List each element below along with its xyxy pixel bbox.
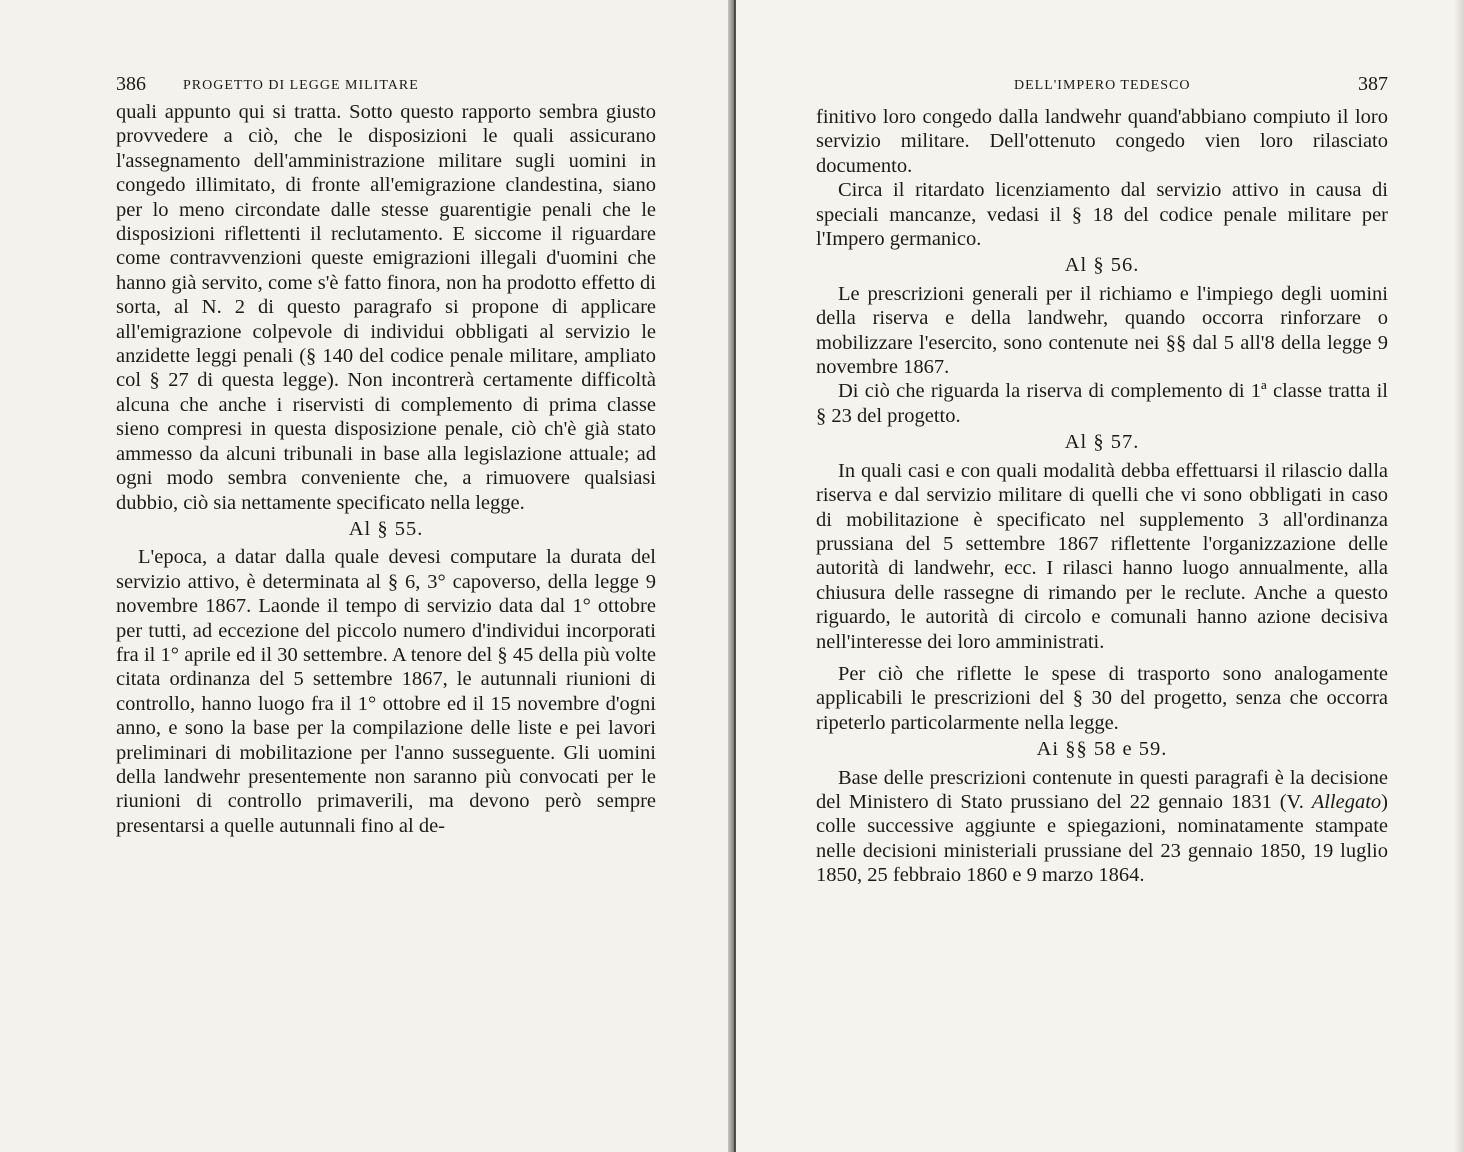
section-heading-55: Al § 55. [348,517,424,540]
right-paragraph-7 [816,766,1388,888]
right-paragraph-6: Per ciò che riflette le spese di trasporto sono analogamente applicabili le prescrizioni del § 30 del progetto, senza che occorra ripeterlo particolarmente nella legge. [816,662,1388,734]
right-paragraph-2: Circa il ritardato licenziamento dal servizio attivo in causa di speciali mancanze, vedasi il § 18 del codice penale militare per l'Impero germanico. [816,179,1388,251]
right-paragraph-3: Le prescrizioni generali per il richiamo e l'impiego degli uomini della riserva e della landwehr, quando occorra rinforzare o mobilizzare l'esercito, sono contenute nei §§ dal 5 all'8 della legge 9 novembre 1867. [816,282,1388,379]
page-edge-shadow [1454,0,1464,1152]
right-running-head: DELL'IMPERO TEDESCO [1014,78,1191,93]
allegato-italic: Allegato [1311,790,1382,813]
right-paragraph-4: Di ciò che riguarda la riserva di complemento di 1ª classe tratta il § 23 del progetto. [816,380,1388,427]
right-paragraph-5: In quali casi e con quali modalità debba effettuarsi il rilascio dalla riserva e dal servizio militare di quelli che vi sono obbligati in caso di mobilitazione è specificato nel supplemento 3 all'ordinanza prussiana del 5 settembre 1867 riflettente l'organizzazione delle autorità di landwehr, ecc. I rilasci hanno luogo annualmente, alla chiusura delle rassegne di rimando per le reclute. Anche a questo riguardo, le autorità di circolo e comunali hanno azione decisiva nell'interesse dei loro amministrati. [816,459,1388,653]
right-page-header [736,73,1464,97]
section-heading-58-59: Ai §§ 58 e 59. [1036,738,1168,761]
section-heading-56: Al § 56. [1064,254,1140,277]
left-page-body [116,100,656,838]
right-paragraph-7-part-a: Base delle prescrizioni contenute in questi paragrafi è la decisione del Ministero di Stato prussiano del 22 gennaio 1831 (V. [816,766,1388,813]
left-paragraph-1: quali appunto qui si tratta. Sotto questo rapporto sembra giusto provvedere a ciò, che le disposizioni le quali assicurano l'assegnamento dell'amministrazione militare sugli uomini in congedo illimitato, di fronte all'emigrazione clandestina, siano per lo meno circondate dalle stesse guarentigie penali che le disposizioni riflettenti il reclutamento. E siccome il riguardare come contravvenzioni queste emigrazioni illegali d'uomini che hanno già servito, come s'è fatto finora, non ha prodotto effetto di sorta, al N. 2 di questo paragrafo si propone di applicare all'emigrazione colpevole di individui obbligati al servizio le anzidette leggi penali (§ 140 del codice penale militare, ampliato col § 27 di questa legge). Non incontrerà certamente difficoltà alcuna che anche i riservisti di complemento di prima classe sieno compresi in questa disposizione penale, ciò ch'è già stato ammesso da alcuni tribunali in base alla legislazione attuale; ad ogni modo sembra conveniente che, a rimuovere qualsiasi dubbio, ciò sia nettamente specificato nella legge. [116,101,656,514]
left-running-head: PROGETTO DI LEGGE MILITARE [183,78,419,93]
right-paragraph-1: finitivo loro congedo dalla landwehr quand'abbiano compiuto il loro servizio militare. Dell'ottenuto congedo vien loro rilasciato documento. [816,106,1388,177]
left-paragraph-2: L'epoca, a datar dalla quale devesi computare la durata del servizio attivo, è determinata al § 6, 3° capoverso, della legge 9 novembre 1867. Laonde il tempo di servizio data dal 1° ottobre per tutti, ad eccezione del piccolo numero d'individui incorporati fra il 1° aprile ed il 30 settembre. A tenore del § 45 della più volte citata ordinanza del 5 settembre 1867, le autunnali riunioni di controllo, hanno luogo fra il 1° ottobre ed il 15 novembre d'ogni anno, e sono la base per la compilazione delle liste e pei lavori preliminari di mobilitazione per l'anno susseguente. Gli uomini della landwehr presentemente non saranno più convocati per le riunioni di controllo primaverili, ma devono però sempre presentarsi a quelle autunnali fino al de- [116,546,656,837]
right-page [736,0,1464,1152]
left-page-number: 386 [116,73,146,95]
right-page-number: 387 [1358,73,1388,95]
left-page-header [0,73,732,97]
right-page-body [816,105,1388,888]
right-paragraph-7-part-b: ) colle successive aggiunte e spiegazioni, nominatamente stampate nelle decisioni ministeriali prussiane del 23 gennaio 1850, 19 luglio 1850, 25 febbraio 1860 e 9 marzo 1864. [816,790,1388,887]
section-heading-57: Al § 57. [1064,431,1140,454]
